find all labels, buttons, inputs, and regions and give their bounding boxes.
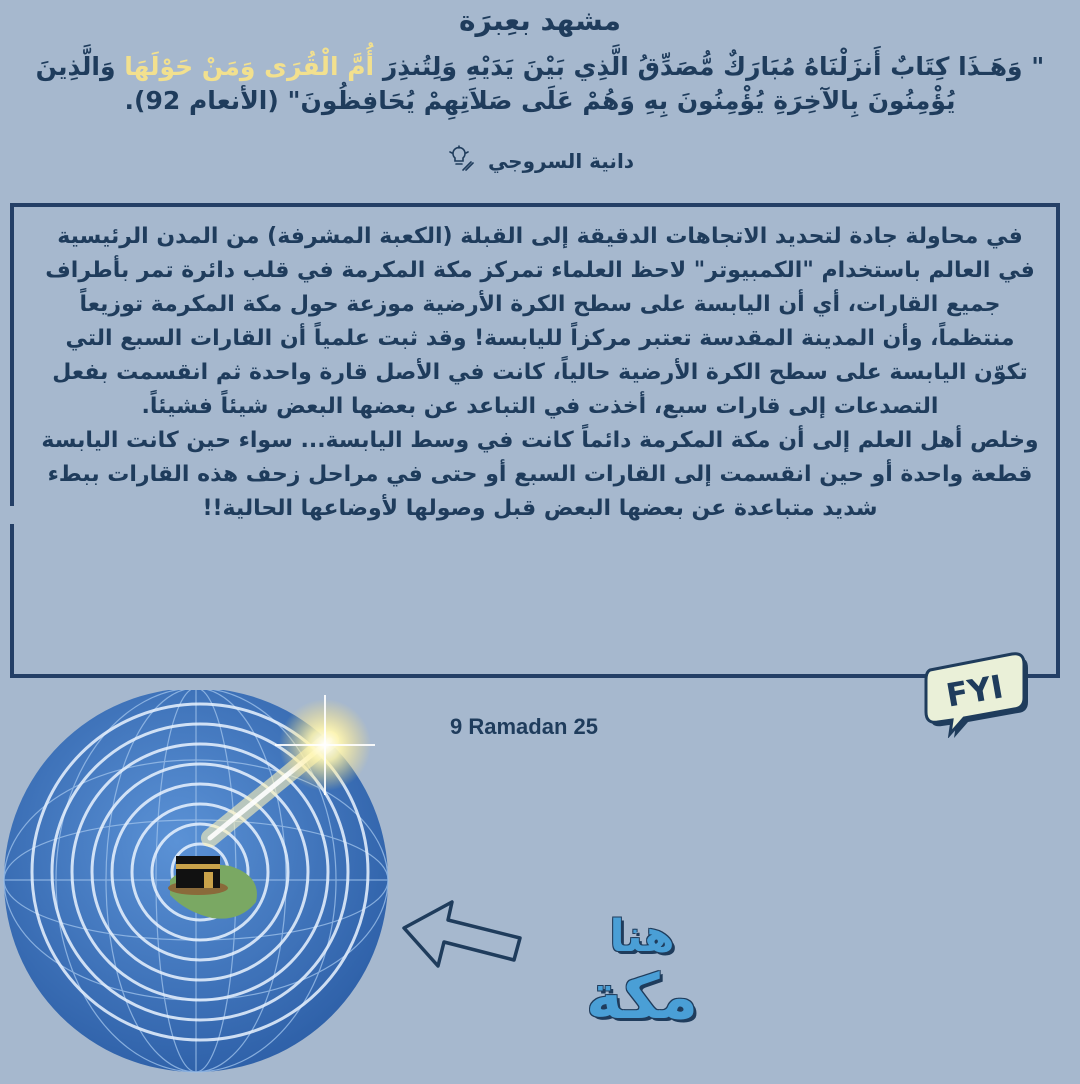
- verse-text-part2: وَالَّذِينَ يُؤْمِنُونَ بِالآخِرَةِ يُؤْمِنُونَ بِهِ وَهُمْ عَلَى صَلاَتِهِمْ يُحَافِظُونَ" (الأنعام 92).: [35, 52, 956, 115]
- author-row: [0, 144, 1080, 177]
- here-is-mecca-label: [572, 912, 712, 1032]
- verse-text-part1: " وَهَـذَا كِتَابٌ أَنزَلْنَاهُ مُبَارَكٌ مُّصَدِّقُ الَّذِي بَيْنَ يَدَيْهِ وَلِتُنذِرَ: [374, 52, 1045, 81]
- verse-highlight: أُمَّ الْقُرَى وَمَنْ حَوْلَهَا: [124, 52, 375, 81]
- author-name: دانية السروجي: [487, 148, 635, 173]
- mecca-word: مكة: [585, 960, 699, 1033]
- lightbulb-pen-icon: [446, 144, 474, 177]
- article-body: [36, 220, 1044, 526]
- article-paragraph-2: وخلص أهل العلم إلى أن مكة المكرمة دائماً كانت في وسط اليابسة... سواء حين كانت اليابسة قطعة واحدة أو حين انقسمت إلى القارات السبع أو حتى في مراحل زحف هذه القارات ببطء شديد متباعدة عن بعضها البعض قبل وصولها لأوضاعها الحالية!!: [41, 428, 1039, 521]
- frame-gap: [5, 506, 19, 524]
- arrow-left-icon: [400, 898, 525, 977]
- globe-illustration: [0, 690, 400, 1084]
- fyi-badge: [920, 648, 1030, 742]
- here-word: هنا: [609, 911, 675, 962]
- quran-verse: [30, 50, 1050, 118]
- date-label: 9 Ramadan 25: [450, 714, 598, 739]
- kaaba-icon: [168, 856, 228, 895]
- post-title: مشهد بعِبرَة: [459, 4, 621, 37]
- article-paragraph-1: في محاولة جادة لتحديد الاتجاهات الدقيقة إلى القبلة (الكعبة المشرفة) من المدن الرئيسية في العالم باستخدام "الكمبيوتر" لاحظ العلماء تمركز مكة المكرمة في قلب دائرة تمر بأطراف جميع القارات، أي أن اليابسة على سطح الكرة الأرضية موزعة حول مكة المكرمة توزيعاً منتظماً، وأن المدينة المقدسة تعتبر مركزاً لليابسة! وقد ثبت علمياً أن القارات السبع التي تكوّن اليابسة على سطح الكرة الأرضية حالياً، كانت في الأصل قارة واحدة ثم انقسمت بفعل التصدعات إلى قارات سبع، أخذت في التباعد عن بعضها البعض شيئاً فشيئاً.: [45, 224, 1035, 419]
- fyi-label: FYI: [943, 667, 1006, 715]
